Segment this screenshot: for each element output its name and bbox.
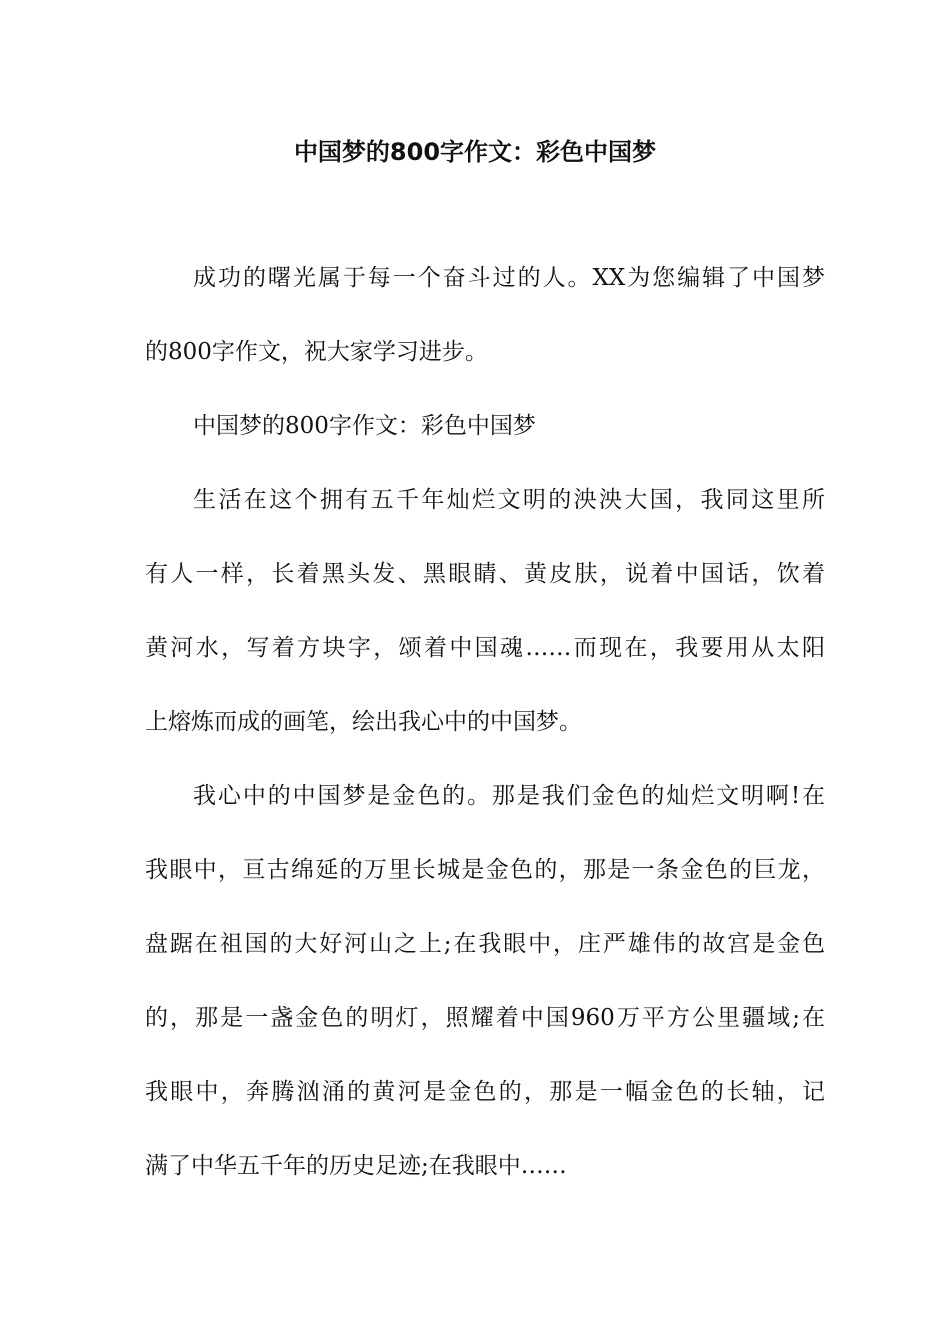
document-title: 中国梦的800字作文：彩色中国梦 <box>293 138 657 166</box>
paragraph-3-line-3: 盘踞在祖国的大好河山之上;在我眼中，庄严雄伟的故宫是金色 <box>145 931 825 957</box>
subtitle-line: 中国梦的800字作文：彩色中国梦 <box>193 413 536 439</box>
paragraph-3-line-1: 我心中的中国梦是金色的。那是我们金色的灿烂文明啊!在 <box>193 783 825 809</box>
paragraph-2-line-2: 有人一样，长着黑头发、黑眼睛、黄皮肤，说着中国话，饮着 <box>145 561 825 587</box>
paragraph-3-line-5: 我眼中，奔腾汹涌的黄河是金色的，那是一幅金色的长轴，记 <box>145 1079 825 1105</box>
paragraph-2-line-4: 上熔炼而成的画笔，绘出我心中的中国梦。 <box>145 709 582 735</box>
paragraph-1-line-2: 的800字作文，祝大家学习进步。 <box>145 339 488 365</box>
paragraph-3-line-4: 的，那是一盏金色的明灯，照耀着中国960万平方公里疆域;在 <box>145 1005 825 1031</box>
paragraph-1-line-1: 成功的曙光属于每一个奋斗过的人。XX为您编辑了中国梦 <box>193 265 825 291</box>
paragraph-2-line-3: 黄河水，写着方块字，颂着中国魂……而现在，我要用从太阳 <box>145 635 825 661</box>
paragraph-3-line-6: 满了中华五千年的历史足迹;在我眼中…… <box>145 1153 567 1179</box>
paragraph-2-line-1: 生活在这个拥有五千年灿烂文明的泱泱大国，我同这里所 <box>193 487 825 513</box>
paragraph-3-line-2: 我眼中，亘古绵延的万里长城是金色的，那是一条金色的巨龙， <box>145 857 825 883</box>
